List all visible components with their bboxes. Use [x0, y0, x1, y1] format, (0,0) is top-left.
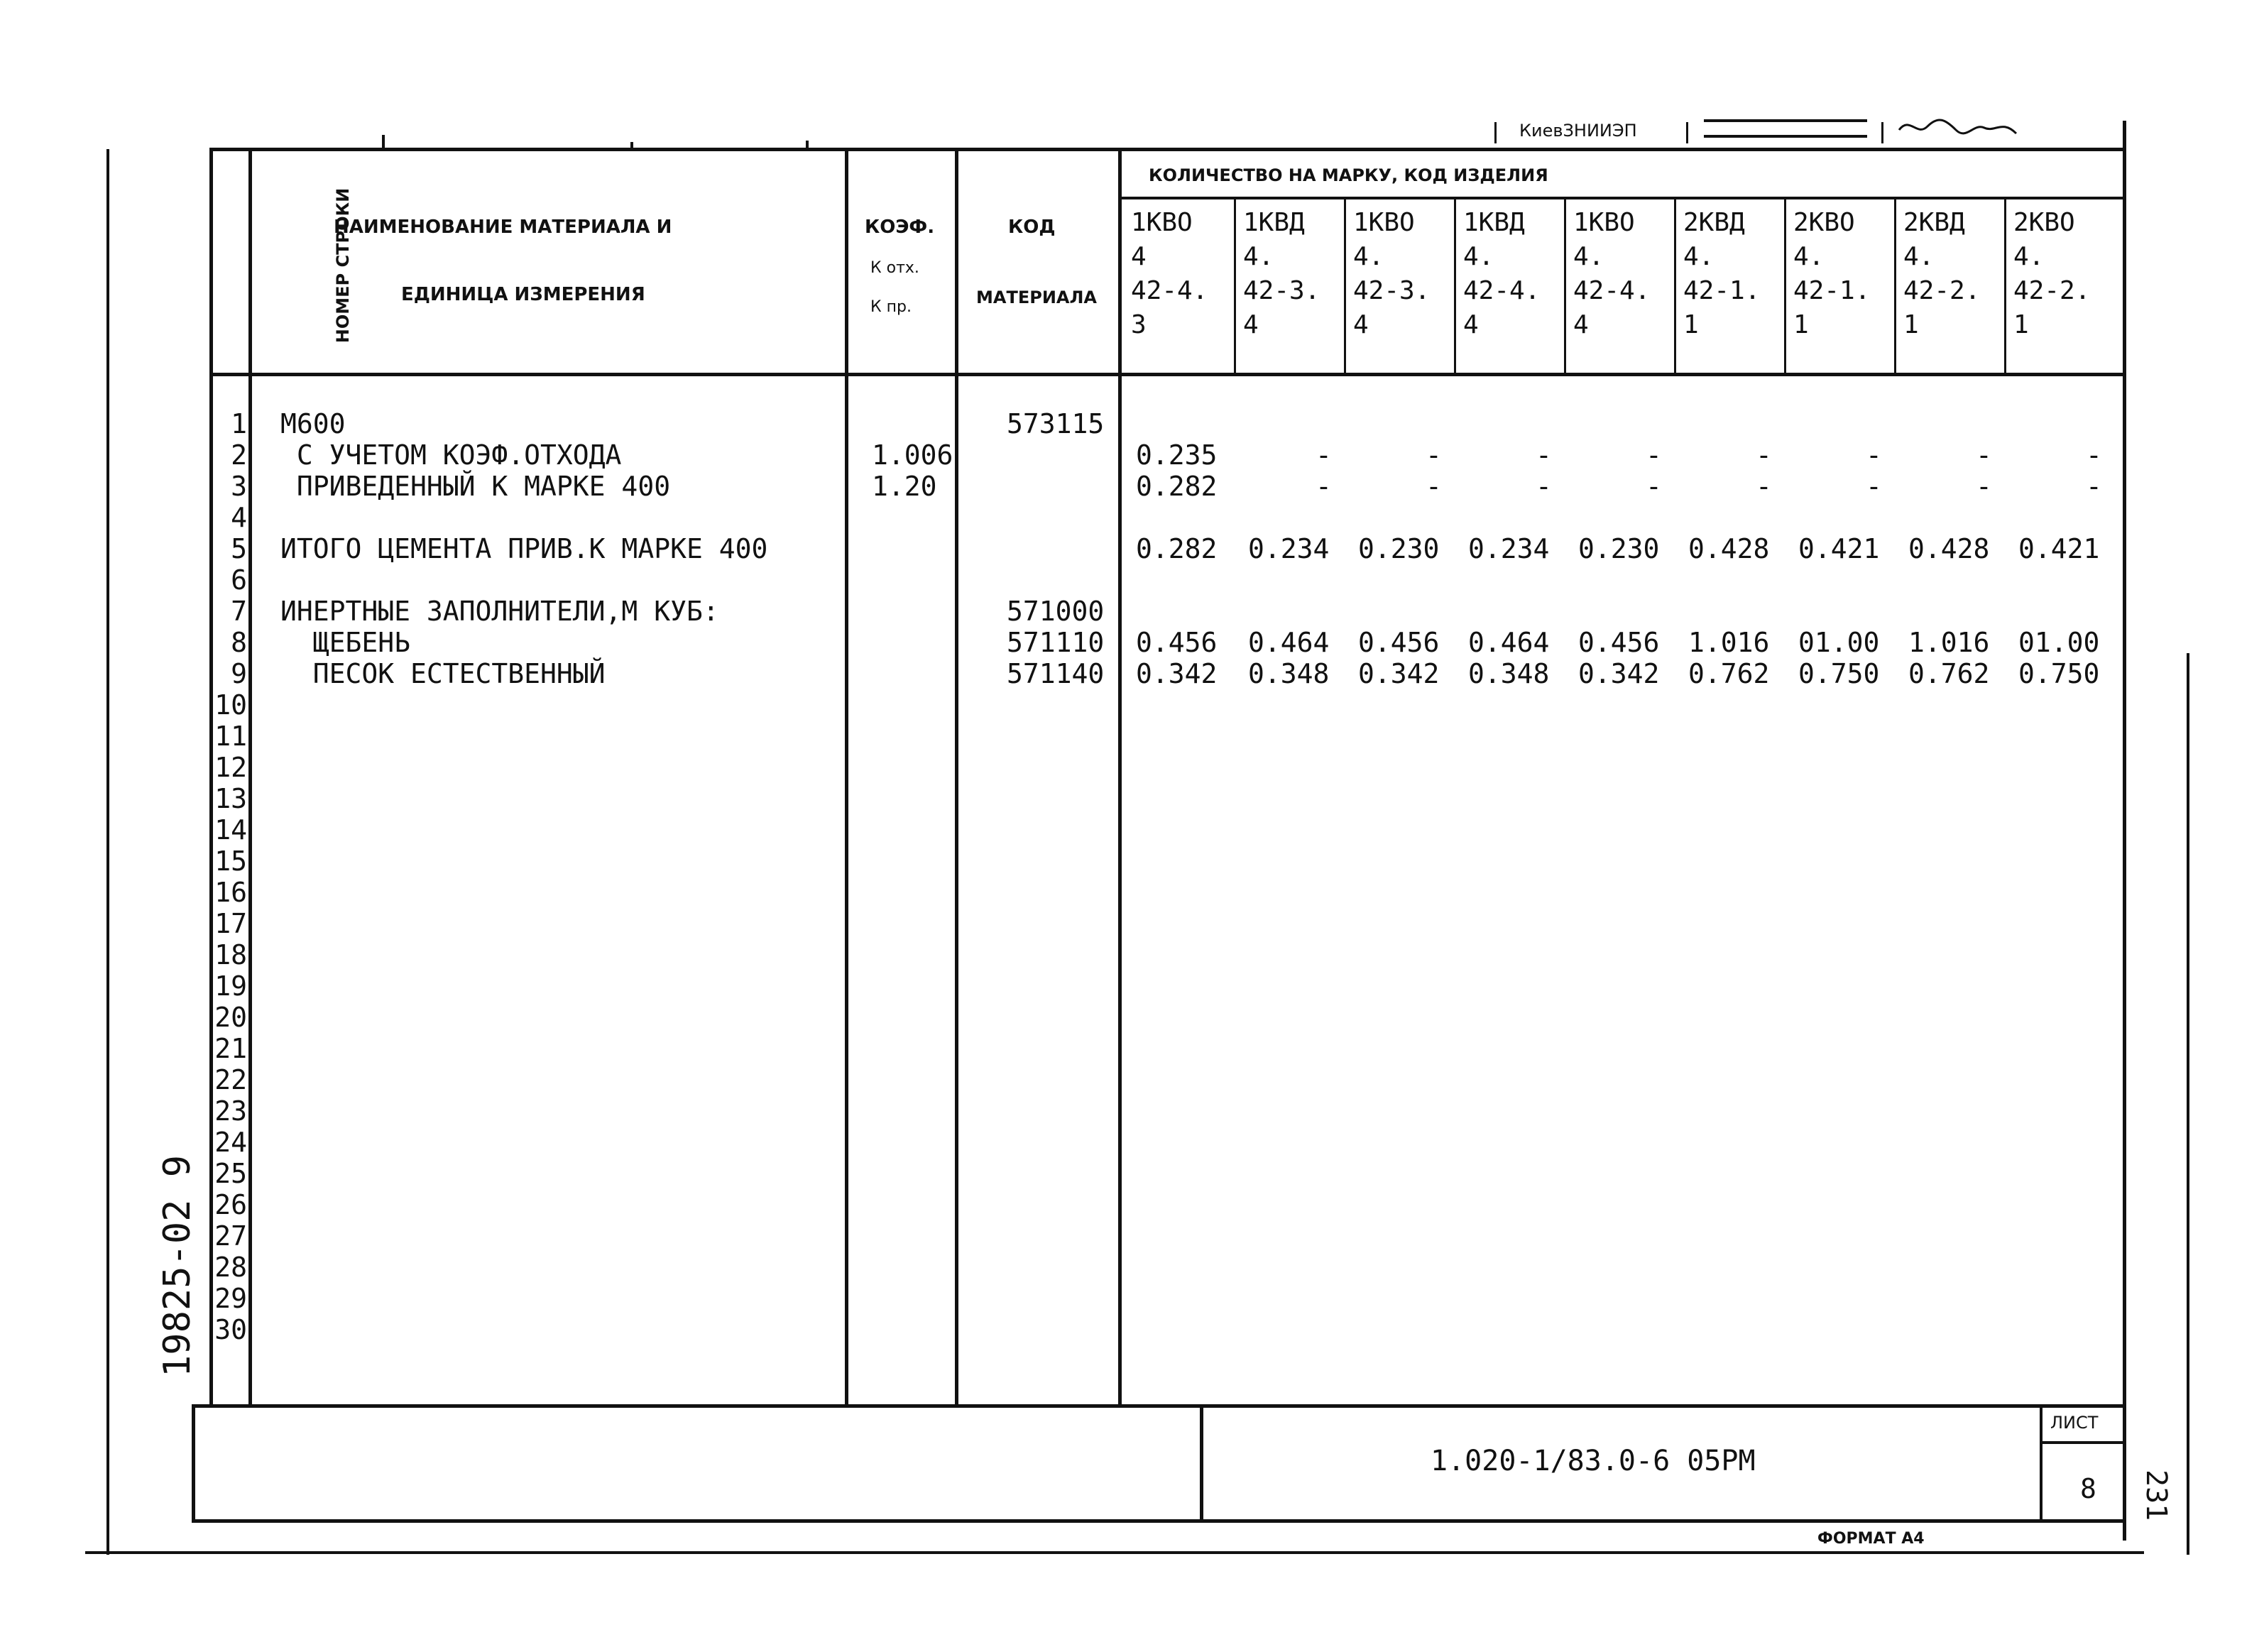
header-coef-2: К отх.: [870, 259, 919, 277]
row-value: 0.342: [1136, 658, 1218, 689]
product-header-line: 42-4.: [1131, 276, 1208, 305]
row-value: 0.348: [1248, 658, 1330, 689]
header-quantity-title: КОЛИЧЕСТВО НА МАРКУ, КОД ИЗДЕЛИЯ: [1149, 165, 1548, 185]
product-header-line: 4: [1243, 310, 1259, 339]
row-number: 12: [214, 752, 247, 783]
body-bottom-border: [192, 1404, 2126, 1408]
product-divider: [1564, 199, 1566, 375]
row-value: 0.762: [1908, 658, 1990, 689]
row-value: 1.016: [1688, 627, 1770, 658]
col-line-coef-right: [955, 148, 958, 1408]
row-value: 0.230: [1578, 533, 1660, 564]
col-line-rownum-right: [248, 148, 252, 1408]
sheet-label: ЛИСТ: [2050, 1413, 2099, 1433]
left-vertical-note: 19825-02 9: [156, 1154, 199, 1377]
quantity-subheader-line: [1122, 197, 2126, 199]
product-header-line: 3: [1131, 310, 1147, 339]
row-name: ИТОГО ЦЕМЕНТА ПРИВ.К МАРКЕ 400: [280, 533, 768, 564]
row-value: -: [1646, 471, 1662, 502]
row-number: 30: [214, 1314, 247, 1345]
product-header-line: 4: [1573, 310, 1589, 339]
row-number: 10: [214, 689, 247, 721]
col-line-code-right: [1118, 148, 1122, 1408]
header-row-number: НОМЕР СТРОКИ: [333, 187, 353, 344]
row-number: 28: [214, 1252, 247, 1283]
row-number: 16: [214, 877, 247, 908]
row-value: 0.456: [1136, 627, 1218, 658]
row-number: 9: [231, 658, 247, 689]
product-header: [1793, 206, 1870, 342]
row-number: 27: [214, 1220, 247, 1252]
product-header-line: 2КВД: [1683, 208, 1745, 237]
product-header: [1463, 206, 1540, 342]
row-value: 0.282: [1136, 471, 1218, 502]
product-divider: [1344, 199, 1346, 375]
product-header-line: 4: [1131, 242, 1147, 271]
row-value: -: [1646, 439, 1662, 471]
row-value: -: [1756, 439, 1772, 471]
product-header-line: 1: [1683, 310, 1699, 339]
row-code: 571110: [1007, 627, 1105, 658]
row-value: 01.00: [1798, 627, 1880, 658]
stamp-divider: [1494, 122, 1497, 143]
right-margin-line: [2187, 653, 2189, 1555]
row-value: 0.464: [1248, 627, 1330, 658]
row-name: ИНЕРТНЫЕ ЗАПОЛНИТЕЛИ,М КУБ:: [280, 596, 719, 627]
row-name: М600: [280, 408, 346, 439]
row-value: -: [1976, 471, 1992, 502]
outer-bottom-border: [85, 1551, 2144, 1554]
product-divider: [1454, 199, 1456, 375]
row-number: 24: [214, 1127, 247, 1158]
row-value: 0.456: [1358, 627, 1440, 658]
product-header-line: 2КВО: [1793, 208, 1855, 237]
product-header-line: 1КВД: [1463, 208, 1525, 237]
product-header-line: 1: [2013, 310, 2029, 339]
row-value: 01.00: [2018, 627, 2100, 658]
product-header-line: 1: [1903, 310, 1919, 339]
titleblock-left-border: [192, 1404, 195, 1523]
row-number: 18: [214, 939, 247, 970]
format-label: ФОРМАТ А4: [1817, 1530, 1925, 1548]
row-value: 1.016: [1908, 627, 1990, 658]
tick-mark: [630, 142, 633, 151]
product-header-line: 42-2.: [2013, 276, 2091, 305]
row-value: -: [1316, 439, 1332, 471]
row-value: 0.750: [2018, 658, 2100, 689]
header-coef-3: К пр.: [870, 298, 912, 316]
product-header: [1683, 206, 1760, 342]
product-divider: [1784, 199, 1786, 375]
table-right-border: [2123, 121, 2126, 1541]
row-value: 0.421: [2018, 533, 2100, 564]
product-header-line: 4.: [1683, 242, 1715, 271]
row-number: 13: [214, 783, 247, 814]
product-header: [1903, 206, 1980, 342]
row-value: 0.428: [1908, 533, 1990, 564]
row-value: -: [1316, 471, 1332, 502]
row-number: 19: [214, 970, 247, 1002]
product-divider: [1674, 199, 1676, 375]
row-number: 3: [231, 471, 247, 502]
row-number: 23: [214, 1095, 247, 1127]
product-header-line: 42-3.: [1353, 276, 1431, 305]
doc-code: 1.020-1/83.0-6 05РМ: [1431, 1445, 1756, 1477]
row-name: ПРИВЕДЕННЫЙ К МАРКЕ 400: [280, 471, 671, 502]
product-header: [2013, 206, 2090, 342]
row-name: ЩЕБЕНЬ: [280, 627, 411, 658]
product-header: [1243, 206, 1320, 342]
tick-mark: [382, 135, 385, 151]
row-value: 0.230: [1358, 533, 1440, 564]
row-number: 7: [231, 596, 247, 627]
row-number: 17: [214, 908, 247, 939]
header-coef-1: КОЭФ.: [865, 217, 935, 238]
product-divider: [1894, 199, 1896, 375]
row-value: -: [1426, 471, 1442, 502]
product-header-line: 4.: [1353, 242, 1384, 271]
row-value: -: [1756, 471, 1772, 502]
product-header-line: 4.: [1903, 242, 1935, 271]
stamp-divider: [1881, 122, 1883, 143]
row-number: 4: [231, 502, 247, 533]
row-value: 0.342: [1578, 658, 1660, 689]
stamp-signature: [1896, 112, 2023, 144]
product-header-line: 1КВД: [1243, 208, 1305, 237]
product-header-line: 1КВО: [1131, 208, 1193, 237]
product-header-line: 4.: [1243, 242, 1274, 271]
product-header-line: 42-1.: [1683, 276, 1761, 305]
product-header-line: 4: [1463, 310, 1479, 339]
row-number: 25: [214, 1158, 247, 1189]
product-header-line: 1КВО: [1353, 208, 1415, 237]
titleblock-divider: [1200, 1404, 1203, 1523]
row-value: 0.282: [1136, 533, 1218, 564]
row-number: 14: [214, 814, 247, 846]
row-number: 11: [214, 721, 247, 752]
row-value: -: [2086, 439, 2102, 471]
stamp-institute: КиевЗНИИЭП: [1519, 121, 1637, 141]
row-code: 573115: [1007, 408, 1105, 439]
row-number: 6: [231, 564, 247, 596]
product-header-line: 2КВО: [2013, 208, 2075, 237]
product-header-line: 42-4.: [1463, 276, 1541, 305]
row-coef: 1.20: [872, 471, 937, 502]
row-value: 0.750: [1798, 658, 1880, 689]
product-header: [1353, 206, 1430, 342]
row-number: 8: [231, 627, 247, 658]
row-number: 21: [214, 1033, 247, 1064]
row-value: 0.456: [1578, 627, 1660, 658]
product-header-line: 42-4.: [1573, 276, 1651, 305]
product-header-line: 42-3.: [1243, 276, 1320, 305]
product-header-line: 42-2.: [1903, 276, 1981, 305]
product-divider: [2004, 199, 2006, 375]
row-code: 571000: [1007, 596, 1105, 627]
row-number: 15: [214, 846, 247, 877]
row-value: 0.421: [1798, 533, 1880, 564]
row-number: 26: [214, 1189, 247, 1220]
row-value: -: [1866, 471, 1882, 502]
row-number: 22: [214, 1064, 247, 1095]
product-header-line: 4: [1353, 310, 1369, 339]
row-number: 5: [231, 533, 247, 564]
row-value: -: [1536, 471, 1552, 502]
row-value: -: [1426, 439, 1442, 471]
row-value: -: [1976, 439, 1992, 471]
sheet-number: 8: [2080, 1473, 2096, 1504]
row-value: -: [1866, 439, 1882, 471]
product-header-line: 4.: [1463, 242, 1494, 271]
stamp-divider: [1686, 122, 1688, 143]
row-name: ПЕСОК ЕСТЕСТВЕННЫЙ: [280, 658, 606, 689]
header-code-2: МАТЕРИАЛА: [976, 288, 1097, 307]
sheet-box-divider: [2040, 1441, 2126, 1444]
header-code-1: КОД: [1008, 217, 1056, 238]
row-number: 1: [231, 408, 247, 439]
outer-left-border: [106, 149, 109, 1555]
row-number: 20: [214, 1002, 247, 1033]
table-top-border: [209, 148, 2126, 151]
stamp-illegible-text: [1704, 119, 1867, 138]
product-header: [1573, 206, 1650, 342]
header-material-name-2: ЕДИНИЦА ИЗМЕРЕНИЯ: [401, 284, 645, 305]
titleblock-bottom-border: [192, 1519, 2126, 1523]
row-coef: 1.006: [872, 439, 953, 471]
row-value: 0.234: [1468, 533, 1550, 564]
product-header-line: 1КВО: [1573, 208, 1635, 237]
product-header-line: 1: [1793, 310, 1809, 339]
product-header-line: 2КВД: [1903, 208, 1965, 237]
row-value: 0.348: [1468, 658, 1550, 689]
row-value: 0.342: [1358, 658, 1440, 689]
right-vertical-note: 231: [2140, 1470, 2172, 1521]
row-value: -: [1536, 439, 1552, 471]
row-value: 0.762: [1688, 658, 1770, 689]
row-number: 2: [231, 439, 247, 471]
row-value: -: [2086, 471, 2102, 502]
tick-mark: [806, 141, 809, 151]
product-header-line: 42-1.: [1793, 276, 1871, 305]
sheet-box-left: [2040, 1404, 2042, 1523]
row-value: 0.234: [1248, 533, 1330, 564]
row-value: 0.464: [1468, 627, 1550, 658]
product-header-line: 4.: [2013, 242, 2045, 271]
row-value: 0.428: [1688, 533, 1770, 564]
row-number: 29: [214, 1283, 247, 1314]
col-line-name-right: [845, 148, 848, 1408]
product-header: [1131, 206, 1208, 342]
row-name: С УЧЕТОМ КОЭФ.ОТХОДА: [280, 439, 622, 471]
header-material-name-1: НАИМЕНОВАНИЕ МАТЕРИАЛА И: [334, 217, 672, 238]
header-bottom-border: [209, 373, 2126, 376]
product-header-line: 4.: [1793, 242, 1825, 271]
row-code: 571140: [1007, 658, 1105, 689]
product-header-line: 4.: [1573, 242, 1604, 271]
row-value: 0.235: [1136, 439, 1218, 471]
product-divider: [1234, 199, 1236, 375]
